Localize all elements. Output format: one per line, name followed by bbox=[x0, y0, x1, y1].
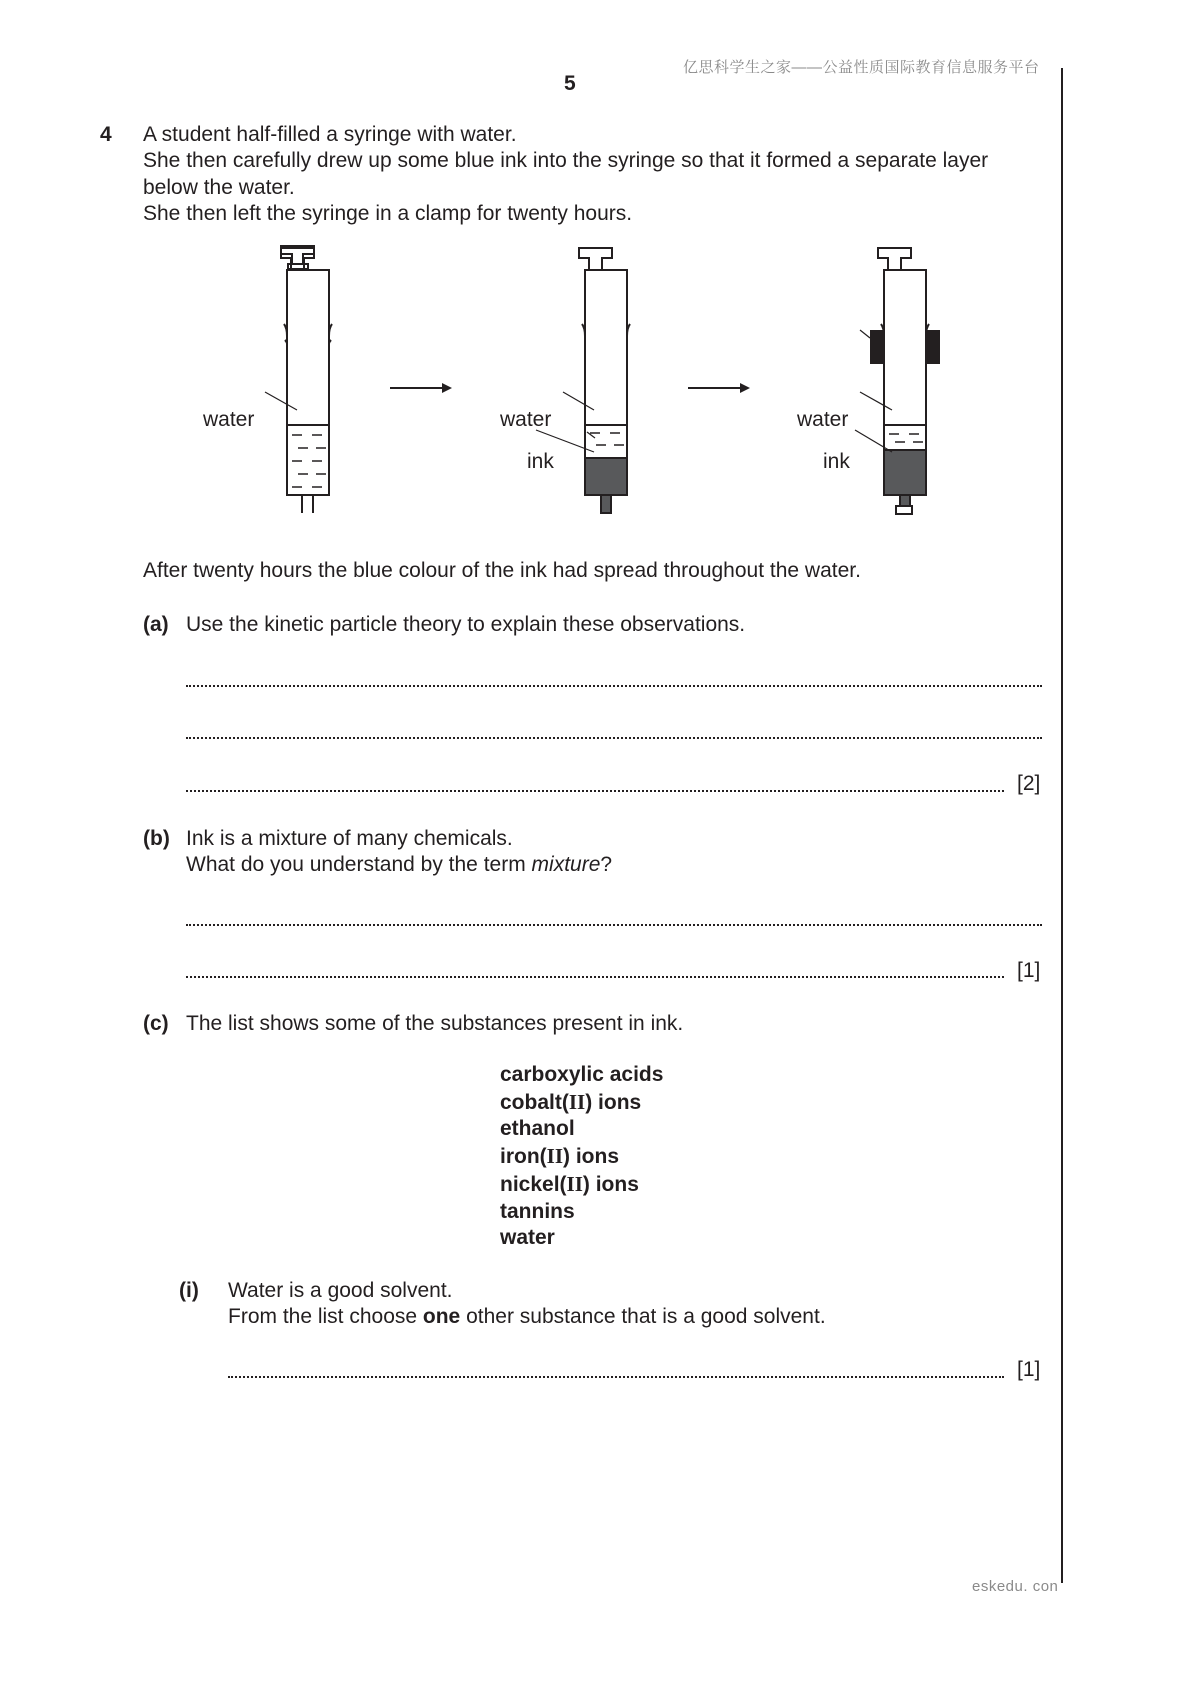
answer-line-a2[interactable] bbox=[186, 735, 1042, 739]
list-item: water bbox=[500, 1226, 555, 1250]
list-item: nickel(II) ions bbox=[500, 1171, 639, 1196]
part-b-line-2: What do you understand by the term mixture? bbox=[186, 853, 613, 876]
label-water-1: water bbox=[203, 408, 255, 431]
question-number: 4 bbox=[100, 123, 112, 146]
part-b-marks: [1] bbox=[1017, 959, 1041, 982]
intro-line-1: A student half-filled a syringe with water. bbox=[143, 123, 517, 146]
part-c-text: The list shows some of the substances present in ink. bbox=[186, 1012, 684, 1035]
part-a-text: Use the kinetic particle theory to explain these observations. bbox=[186, 613, 746, 636]
intro-line-2: She then carefully drew up some blue ink into the syringe so that it formed a separate layer bbox=[143, 149, 989, 172]
answer-line-c-i[interactable] bbox=[228, 1374, 1004, 1378]
part-b-label: (b) bbox=[143, 827, 170, 850]
part-a-marks: [2] bbox=[1017, 772, 1041, 795]
intro-line-3: below the water. bbox=[143, 176, 295, 199]
list-item: carboxylic acids bbox=[500, 1063, 664, 1086]
list-item: ethanol bbox=[500, 1117, 575, 1141]
list-item: cobalt(II) ions bbox=[500, 1089, 642, 1114]
part-c-label: (c) bbox=[143, 1012, 169, 1035]
syringe-diagram bbox=[180, 240, 960, 530]
part-c-i-line-2: From the list choose one other substance that is a good solvent. bbox=[228, 1305, 826, 1328]
term-mixture: mixture bbox=[531, 853, 601, 876]
part-a-label: (a) bbox=[143, 613, 169, 636]
intro-line-4: She then left the syringe in a clamp for twenty hours. bbox=[143, 202, 633, 225]
part-c-i-line-1: Water is a good solvent. bbox=[228, 1279, 453, 1302]
label-water-2: water bbox=[500, 408, 552, 431]
label-water-3: water bbox=[797, 408, 849, 431]
list-item: tannins bbox=[500, 1199, 575, 1223]
answer-line-a3[interactable] bbox=[186, 788, 1004, 792]
list-item: iron(II) ions bbox=[500, 1144, 620, 1169]
after-text: After twenty hours the blue colour of the ink had spread throughout the water. bbox=[143, 559, 861, 582]
part-c-i-label: (i) bbox=[179, 1279, 199, 1302]
answer-line-b2[interactable] bbox=[186, 974, 1004, 978]
part-c-i-marks: [1] bbox=[1017, 1358, 1041, 1381]
margin-rule bbox=[1061, 68, 1063, 1583]
answer-line-b1[interactable] bbox=[186, 922, 1042, 926]
label-ink-3: ink bbox=[823, 450, 850, 473]
substance-list bbox=[500, 1062, 663, 1252]
part-b-line-1: Ink is a mixture of many chemicals. bbox=[186, 827, 513, 850]
arrow-2 bbox=[688, 383, 750, 393]
header-watermark: 亿思科学生之家——公益性质国际教育信息服务平台 bbox=[683, 59, 1040, 76]
footer-site: eskedu. con bbox=[972, 1578, 1059, 1595]
answer-line-a1[interactable] bbox=[186, 683, 1042, 687]
syringe-3 bbox=[855, 248, 929, 514]
arrow-1 bbox=[390, 383, 452, 393]
label-ink-2: ink bbox=[527, 450, 554, 473]
page-number: 5 bbox=[564, 72, 576, 95]
